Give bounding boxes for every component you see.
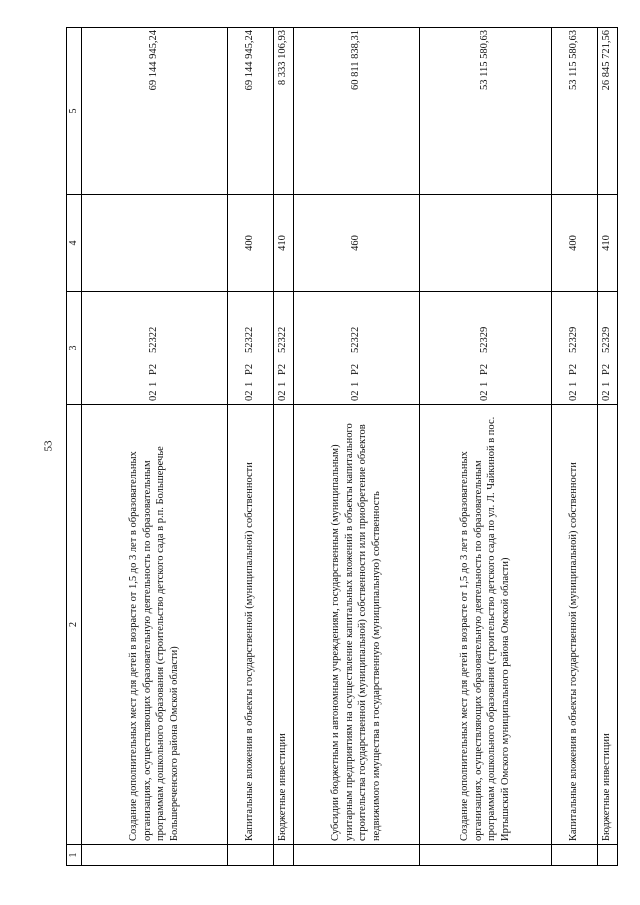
table-body [67, 28, 618, 866]
row-description: Капитальные вложения в объекты государственной (муниципальной) собственности [227, 405, 273, 845]
code-program: 02 [148, 390, 160, 401]
code-project: P2 [601, 363, 613, 375]
rotated-table-container [66, 28, 613, 866]
code-project: P2 [479, 363, 491, 375]
code-subprogram: 1 [244, 381, 256, 387]
code-direction: 52329 [568, 326, 580, 353]
code-direction: 52329 [479, 326, 491, 353]
col-header: 4 [67, 195, 82, 292]
code-direction: 52322 [244, 326, 256, 353]
row-description: Бюджетные инвестиции [273, 405, 293, 845]
row-amount: 69 144 945,24 [227, 28, 273, 195]
row-code [551, 292, 597, 405]
cell-col1 [227, 845, 273, 866]
code-subprogram: 1 [479, 381, 491, 387]
code-project: P2 [244, 363, 256, 375]
row-amount: 8 333 106,93 [273, 28, 293, 195]
code-direction: 52322 [350, 326, 362, 353]
row-description: Создание дополнительных мест для детей в возрасте от 1,5 до 3 лет в образовательных организациях, осуществляющих образовательную деятельность по образовательным программам дошкольного образования (строительство детского сада по ул. Л. Чайкиной в пос. Иртышский Омского муниципального района Омской области) [419, 405, 551, 845]
table-row [551, 28, 597, 866]
code-direction: 52322 [277, 326, 289, 353]
row-amount: 53 115 580,63 [419, 28, 551, 195]
code-subprogram: 1 [277, 381, 289, 387]
table-row [81, 28, 227, 866]
table-row [227, 28, 273, 866]
table-row [419, 28, 551, 866]
code-project: P2 [568, 363, 580, 375]
code-program: 02 [601, 390, 613, 401]
row-code [597, 292, 617, 405]
code-subprogram: 1 [601, 381, 613, 387]
row-code [227, 292, 273, 405]
row-amount: 60 811 838,31 [293, 28, 419, 195]
row-expense-type: 460 [293, 195, 419, 292]
table-row [597, 28, 617, 866]
row-description: Бюджетные инвестиции [597, 405, 617, 845]
cell-col1 [551, 845, 597, 866]
row-description: Субсидии бюджетным и автономным учреждениям, государственным (муниципальным) унитарным предприятиям на осуществление капитальных вложений в объекты капитального строительства государственной (муниципальной) собственности или приобретение объектов недвижимого имущества в государственную (муниципальную) собственность [293, 405, 419, 845]
row-expense-type: 410 [273, 195, 293, 292]
code-direction: 52322 [148, 326, 160, 353]
col-header: 1 [67, 845, 82, 866]
code-program: 02 [479, 390, 491, 401]
cell-col1 [81, 845, 227, 866]
row-expense-type [81, 195, 227, 292]
header-row [67, 28, 82, 866]
row-code [293, 292, 419, 405]
table-row [273, 28, 293, 866]
code-direction: 52329 [601, 326, 613, 353]
row-amount: 26 845 721,56 [597, 28, 617, 195]
row-expense-type: 400 [551, 195, 597, 292]
col-header: 5 [67, 28, 82, 195]
code-subprogram: 1 [350, 381, 362, 387]
cell-col1 [273, 845, 293, 866]
row-code [419, 292, 551, 405]
code-program: 02 [350, 390, 362, 401]
row-amount: 69 144 945,24 [81, 28, 227, 195]
budget-table [66, 27, 618, 866]
row-description: Создание дополнительных мест для детей в возрасте от 1,5 до 3 лет в образовательных организациях, осуществляющих образовательную деятельность по образовательным программам дошкольного образования (строительство детского сада в р.п. Большеречье Большереченского района Омской области) [81, 405, 227, 845]
code-program: 02 [277, 390, 289, 401]
col-header: 3 [67, 292, 82, 405]
cell-col1 [293, 845, 419, 866]
table-row [293, 28, 419, 866]
page-number: 53 [42, 440, 55, 452]
col-header: 2 [67, 405, 82, 845]
code-subprogram: 1 [148, 381, 160, 387]
row-expense-type: 410 [597, 195, 617, 292]
cell-col1 [419, 845, 551, 866]
row-code [81, 292, 227, 405]
row-expense-type [419, 195, 551, 292]
cell-col1 [597, 845, 617, 866]
code-program: 02 [568, 390, 580, 401]
code-program: 02 [244, 390, 256, 401]
row-amount: 53 115 580,63 [551, 28, 597, 195]
code-project: P2 [148, 363, 160, 375]
row-description: Капитальные вложения в объекты государственной (муниципальной) собственности [551, 405, 597, 845]
code-project: P2 [277, 363, 289, 375]
row-expense-type: 400 [227, 195, 273, 292]
code-project: P2 [350, 363, 362, 375]
row-code [273, 292, 293, 405]
code-subprogram: 1 [568, 381, 580, 387]
